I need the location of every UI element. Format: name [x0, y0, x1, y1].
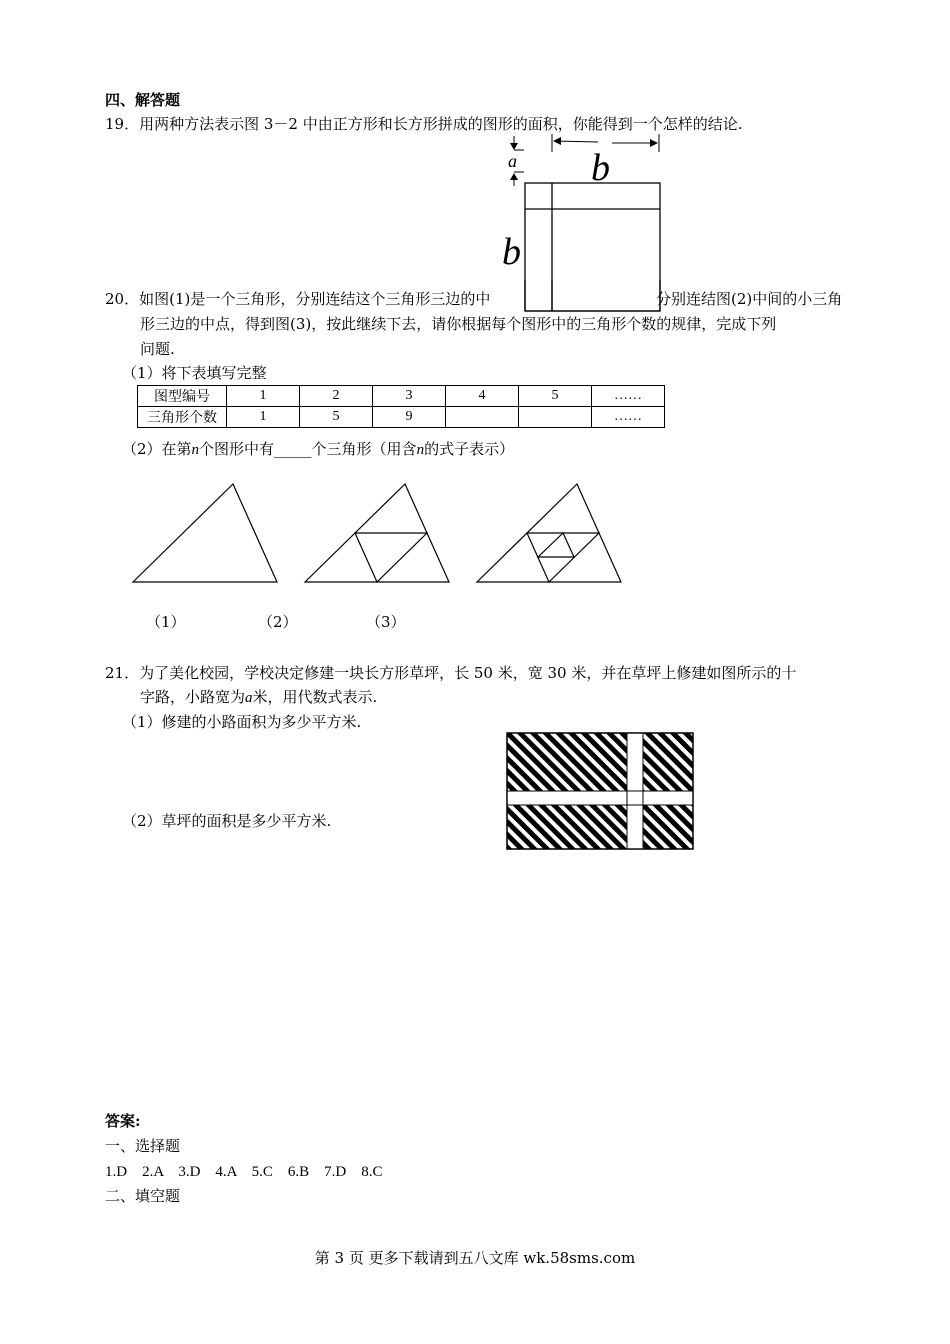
table-cell: 三角形个数: [138, 407, 227, 428]
question-21-part1: （1）修建的小路面积为多少平方米.: [122, 713, 362, 731]
part2-pre: （2）在第: [122, 440, 192, 458]
part2-mid: 个图形中有_____个三角形（用含: [199, 440, 417, 458]
answers-section-2: 二、填空题: [105, 1187, 181, 1205]
table-cell: 2: [300, 386, 373, 407]
fig-label-1: （1）: [146, 613, 186, 631]
table-cell: ……: [592, 407, 665, 428]
table-cell: 1: [227, 407, 300, 428]
question-19-text: 19．用两种方法表示图 3－2 中由正方形和长方形拼成的图形的面积，你能得到一个怎样的结论.: [105, 115, 743, 133]
var-n-2: n: [416, 442, 425, 458]
question-20-line3: 问题.: [140, 340, 175, 358]
label-a: a: [508, 151, 517, 171]
fig-label-3: （3）: [366, 613, 406, 631]
var-n: n: [191, 442, 200, 458]
question-20-line1-left: 20．如图(1)是一个三角形，分别连结这个三角形三边的中: [105, 290, 491, 308]
table-cell: 5: [519, 386, 592, 407]
line2-pre: 字路，小路宽为: [140, 688, 246, 706]
question-20-part1: （1）将下表填写完整: [122, 364, 267, 382]
question-20-line1-right: 分别连结图(2)中间的小三角: [656, 290, 843, 308]
line2-post: 米，用代数式表示.: [252, 688, 378, 706]
question-21-line1: 21．为了美化校园，学校决定修建一块长方形草坪，长 50 米，宽 30 米，并在草坪上修建如图所示的十: [105, 664, 797, 682]
section-heading: 四、解答题: [105, 91, 181, 109]
label-b-left: b: [502, 231, 521, 273]
question-21-part2: （2）草坪的面积是多少平方米.: [122, 812, 332, 830]
answers-section-1: 一、选择题: [105, 1137, 181, 1155]
table-cell: 3: [373, 386, 446, 407]
table-cell: 9: [373, 407, 446, 428]
page-footer: 第 3 页 更多下载请到五八文库 wk.58sms.com: [314, 1249, 636, 1267]
answers-choices: 1.D 2.A 3.D 4.A 5.C 6.B 7.D 8.C: [105, 1164, 383, 1180]
label-b-top: b: [591, 147, 610, 189]
table-cell: ……: [592, 386, 665, 407]
var-a: a: [245, 690, 253, 706]
table-cell: 4: [446, 386, 519, 407]
fig-label-2: （2）: [258, 613, 298, 631]
road-horizontal: [507, 791, 693, 805]
table-cell: 5: [300, 407, 373, 428]
table-cell: 图型编号: [138, 386, 227, 407]
table-cell: 1: [227, 386, 300, 407]
answers-title: 答案:: [105, 1112, 141, 1130]
part2-post: 的式子表示）: [424, 440, 515, 458]
question-20-line2: 形三边的中点，得到图(3)，按此继续下去，请你根据每个图形中的三角形个数的规律，完成下列: [140, 315, 777, 333]
